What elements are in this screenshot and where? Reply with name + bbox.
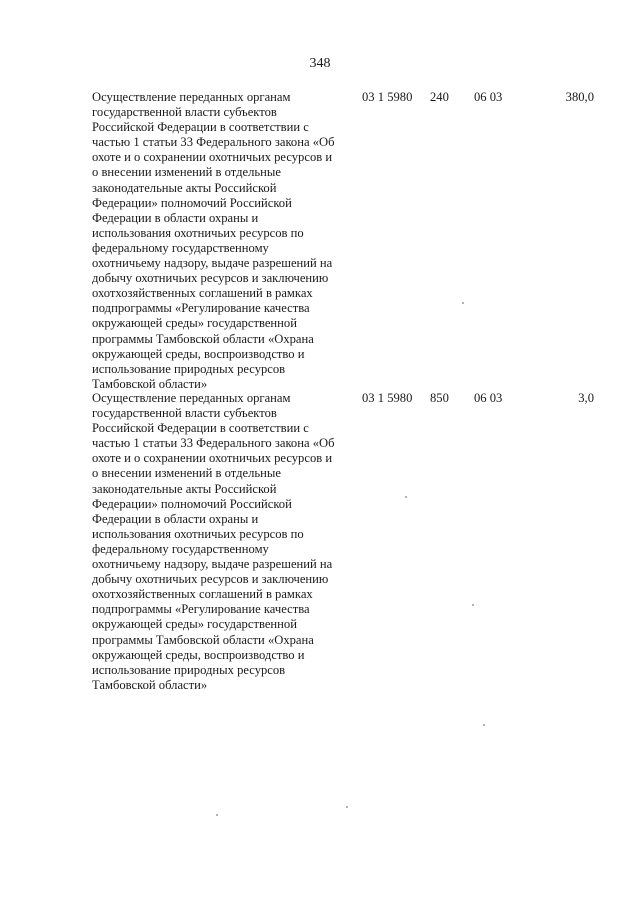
scan-speck bbox=[472, 604, 474, 606]
description-line: государственной власти субъектов bbox=[92, 406, 277, 421]
description-line: федеральному государственному bbox=[92, 240, 269, 255]
description-line: окружающей среды, воспроизводство и bbox=[92, 346, 305, 361]
description-line: Тамбовской области» bbox=[92, 677, 208, 692]
description-line: Осуществление переданных органам bbox=[92, 90, 291, 104]
description-line: Федерации в области охраны и bbox=[92, 210, 259, 225]
description-line: Тамбовской области» bbox=[92, 376, 208, 391]
row-description bbox=[92, 391, 354, 693]
description-line: окружающей среды, воспроизводство и bbox=[92, 647, 305, 662]
description-line: использования охотничьих ресурсов по bbox=[92, 225, 304, 240]
description-line: окружающей среды» государственной bbox=[92, 316, 297, 331]
vr-code: 850 bbox=[430, 391, 449, 405]
csr-code: 03 1 5980 bbox=[362, 391, 413, 405]
scan-speck bbox=[216, 814, 218, 816]
description-line: программы Тамбовской области «Охрана bbox=[92, 632, 314, 647]
description-line: Российской Федерации в соответствии с bbox=[92, 421, 309, 436]
scan-speck bbox=[405, 496, 407, 498]
description-line: законодательные акты Российской bbox=[92, 481, 277, 496]
rz-pr-code: 06 03 bbox=[474, 90, 503, 104]
description-line: охотничьему надзору, выдаче разрешений на bbox=[92, 256, 333, 271]
description-line: Российской Федерации в соответствии с bbox=[92, 120, 309, 135]
description-line: охоте и о сохранении охотничьих ресурсов и bbox=[92, 451, 333, 466]
description-line: подпрограммы «Регулирование качества bbox=[92, 602, 310, 617]
description-line: использование природных ресурсов bbox=[92, 361, 286, 376]
sum-value: 3,0 bbox=[578, 391, 594, 405]
description-line: использование природных ресурсов bbox=[92, 662, 286, 677]
description-line: государственной власти субъектов bbox=[92, 105, 277, 120]
description-line: охотхозяйственных соглашений в рамках bbox=[92, 587, 313, 602]
description-line: Федерации» полномочий Российской bbox=[92, 195, 292, 210]
row-description bbox=[92, 90, 354, 392]
description-line: охотничьему надзору, выдаче разрешений на bbox=[92, 557, 333, 572]
page-number: 348 bbox=[309, 56, 331, 71]
description-line: федеральному государственному bbox=[92, 541, 269, 556]
scan-speck bbox=[346, 806, 348, 808]
description-line: Федерации в области охраны и bbox=[92, 511, 259, 526]
description-line: охоте и о сохранении охотничьих ресурсов и bbox=[92, 150, 333, 165]
description-line: законодательные акты Российской bbox=[92, 180, 277, 195]
description-line: частью 1 статьи 33 Федерального закона «Об bbox=[92, 436, 335, 451]
description-line: о внесении изменений в отдельные bbox=[92, 165, 281, 180]
description-line: о внесении изменений в отдельные bbox=[92, 466, 281, 481]
description-line: подпрограммы «Регулирование качества bbox=[92, 301, 310, 316]
scan-speck bbox=[483, 724, 485, 726]
csr-code: 03 1 5980 bbox=[362, 90, 413, 104]
description-line: добычу охотничьих ресурсов и заключению bbox=[92, 572, 329, 587]
description-line: Осуществление переданных органам bbox=[92, 391, 291, 405]
scan-speck bbox=[462, 302, 464, 304]
description-line: добычу охотничьих ресурсов и заключению bbox=[92, 271, 329, 286]
description-line: программы Тамбовской области «Охрана bbox=[92, 331, 314, 346]
description-line: охотхозяйственных соглашений в рамках bbox=[92, 286, 313, 301]
description-line: Федерации» полномочий Российской bbox=[92, 496, 292, 511]
description-line: окружающей среды» государственной bbox=[92, 617, 297, 632]
sum-value: 380,0 bbox=[565, 90, 594, 104]
vr-code: 240 bbox=[430, 90, 449, 104]
description-line: частью 1 статьи 33 Федерального закона «Об bbox=[92, 135, 335, 150]
description-line: использования охотничьих ресурсов по bbox=[92, 526, 304, 541]
rz-pr-code: 06 03 bbox=[474, 391, 503, 405]
